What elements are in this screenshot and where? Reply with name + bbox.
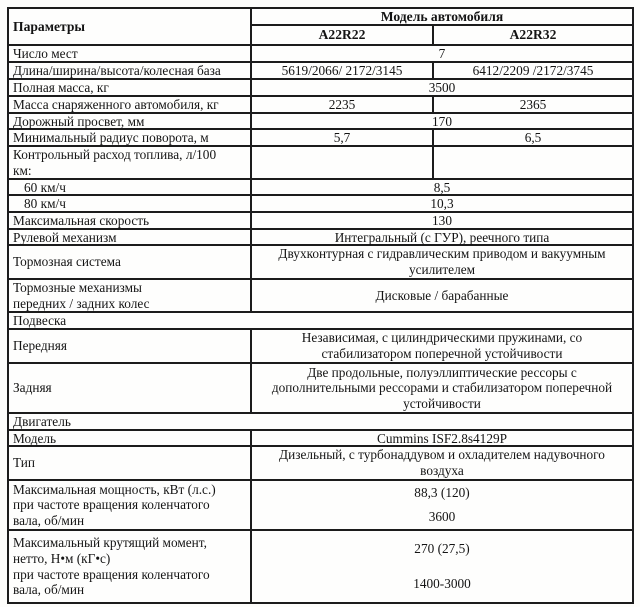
param-label-line: вала, об/мин [13, 582, 85, 598]
param-label: Рулевой механизм [9, 230, 252, 246]
param-value-a22r22: 2235 [252, 97, 434, 113]
param-label: Длина/ширина/высота/колесная база [9, 63, 252, 79]
table-row-max-speed [9, 211, 632, 228]
param-label: Тип [9, 447, 252, 479]
param-label: Число мест [9, 46, 252, 62]
param-label: Дорожный просвет, мм [9, 114, 252, 130]
table-row-engine-model [9, 429, 632, 445]
param-label: Модель [9, 431, 252, 447]
param-label-line: при частоте вращения коленчатого [13, 497, 210, 513]
header-model-columns [252, 26, 632, 44]
param-label-line: вала, об/мин [13, 512, 85, 528]
param-value-group [252, 481, 632, 529]
param-value: 10,3 [430, 196, 454, 211]
param-value: 130 [432, 213, 452, 228]
param-value-a22r22 [252, 147, 434, 178]
param-label: Максимальная скорость [9, 213, 252, 229]
param-label: Минимальный радиус поворота, м [9, 130, 252, 146]
param-value-rpm: 3600 [428, 509, 456, 524]
table-row-brake-mechanisms [9, 278, 632, 311]
param-value-a22r32: 6,5 [524, 130, 542, 145]
table-section-engine [9, 412, 632, 429]
table-row-steering [9, 228, 632, 244]
header-model-title: Модель автомобиля [252, 9, 632, 26]
param-value: Независимая, с цилиндрическими пружинами, со стабилизатором поперечной устойчивости [301, 330, 583, 361]
param-label-line: Контрольный расход топлива, л/100 [13, 147, 217, 162]
param-value-group [252, 531, 632, 602]
table-row-max-torque [9, 529, 632, 602]
param-value: 3500 [428, 80, 456, 95]
param-label-line: Максимальный крутящий момент, [13, 535, 207, 551]
param-value: Cummins ISF2.8s4129P [376, 431, 508, 446]
param-label-line: Максимальная мощность, кВт (л.с.) [13, 481, 216, 497]
param-value-torque: 270 (27,5) [414, 540, 470, 556]
param-value-a22r32: 2365 [519, 97, 547, 112]
table-row-max-power [9, 479, 632, 529]
param-label: Полная масса, кг [9, 80, 252, 96]
param-label: Тормозная система [9, 246, 252, 278]
param-label-line: Тормозные механизмы [13, 280, 142, 295]
param-label: Передняя [9, 330, 252, 362]
param-label [9, 481, 252, 529]
param-label: 80 км/ч [9, 196, 252, 212]
table-header-row [9, 9, 632, 44]
table-row-seats [9, 44, 632, 61]
table-row-turn-radius [9, 128, 632, 145]
table-row-curb-weight [9, 95, 632, 112]
param-value: 7 [438, 46, 446, 61]
table-section-suspension [9, 311, 632, 328]
param-label-line: передних / задних колес [13, 295, 150, 311]
table-row-gross-weight [9, 78, 632, 95]
param-value: Две продольные, полуэллиптические рессоры с дополнительными рессорами и стабилизатором поперечной устойчивости [271, 364, 613, 411]
table-row-clearance [9, 112, 632, 128]
param-label: Задняя [9, 364, 252, 412]
param-value: Дисковые / барабанные [375, 287, 509, 303]
param-label-line: при частоте вращения коленчатого [13, 566, 210, 582]
section-label: Двигатель [13, 414, 71, 429]
param-value: Двухконтурная с гидравлическим приводом и вакуумным усилителем [278, 246, 606, 277]
param-value: 170 [432, 114, 452, 129]
table-row-dimensions [9, 61, 632, 78]
section-label: Подвеска [13, 313, 67, 328]
param-value-a22r32: 6412/2209 /2172/3745 [472, 63, 594, 78]
table-row-fuel-60 [9, 178, 632, 194]
table-row-fuel-80 [9, 194, 632, 211]
param-value-a22r22: 5,7 [252, 130, 434, 146]
specs-table [7, 7, 634, 604]
param-label: 60 км/ч [9, 180, 252, 196]
table-row-rear-suspension [9, 362, 632, 412]
table-row-engine-type [9, 445, 632, 479]
table-row-brake-system [9, 244, 632, 278]
param-value-power: 88,3 (120) [414, 485, 470, 500]
param-label-line: км: [13, 162, 32, 178]
table-row-fuel-consumption [9, 145, 632, 178]
param-value-rpm-range: 1400-3000 [413, 576, 471, 592]
param-label [9, 531, 252, 602]
header-parameters-label: Параметры [9, 9, 252, 44]
param-label [9, 147, 252, 178]
header-model-a22r22: A22R22 [252, 26, 434, 44]
param-value-a22r22: 5619/2066/ 2172/3145 [252, 63, 434, 79]
header-model-group [252, 9, 632, 44]
table-row-front-suspension [9, 328, 632, 362]
param-label: Масса снаряженного автомобиля, кг [9, 97, 252, 113]
param-value-a22r32 [434, 147, 632, 178]
param-value: 8,5 [433, 180, 451, 195]
param-value: Интегральный (с ГУР), реечного типа [334, 230, 550, 245]
param-value: Дизельный, с турбонаддувом и охладителем надувочного воздуха [279, 447, 605, 478]
header-model-a22r32: A22R32 [509, 27, 557, 42]
param-label-line: нетто, Н•м (кГ•с) [13, 550, 111, 566]
param-label [9, 280, 252, 311]
